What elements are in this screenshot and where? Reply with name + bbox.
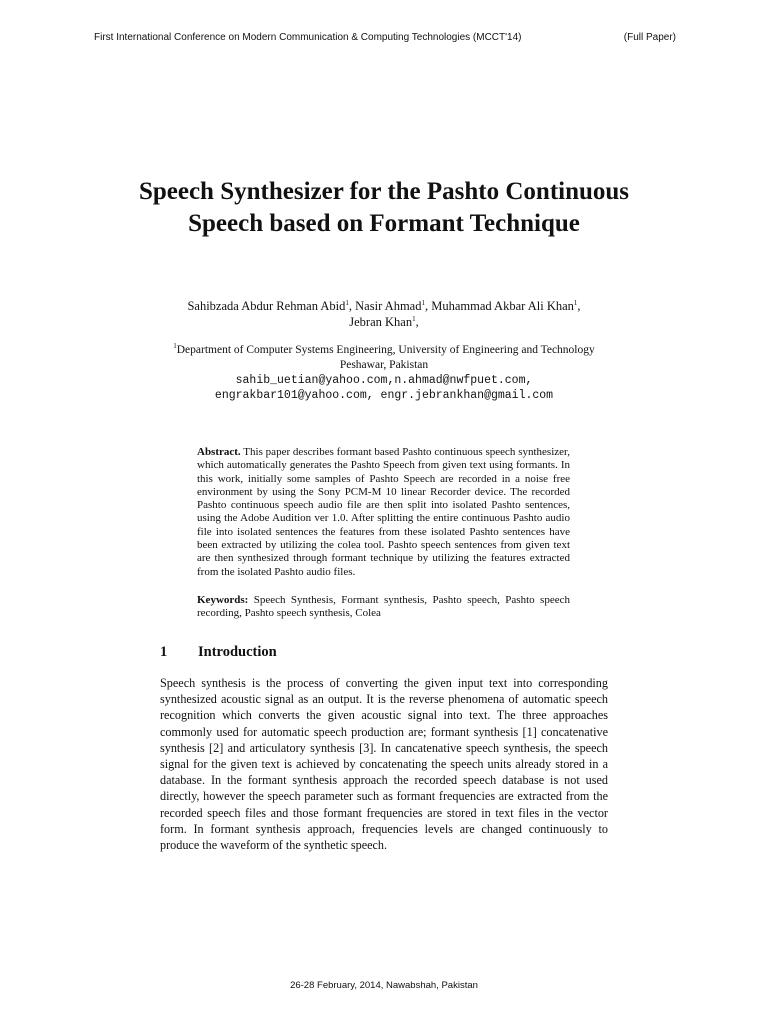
author-name: Muhammad Akbar Ali Khan (431, 299, 574, 313)
city: Peshawar, Pakistan (339, 359, 429, 371)
affiliation-marker: 1 (421, 298, 425, 307)
affiliation (150, 343, 618, 403)
conference-name: First International Conference on Modern Communication & Computing Technologies (MCCT'14) (94, 32, 522, 43)
paper-title: Speech Synthesizer for the Pashto Continuous Speech based on Formant Technique (138, 178, 630, 237)
affiliation-marker: 1 (173, 342, 177, 351)
author-name: Sahibzada Abdur Rehman Abid (187, 299, 346, 313)
email-list: engrakbar101@yahoo.com, engr.jebrankhan@gmail.com (214, 389, 554, 402)
affiliation-marker: 1 (412, 314, 416, 323)
keywords (197, 594, 570, 621)
abstract-label: Abstract. (197, 446, 241, 458)
section-number: 1 (160, 644, 168, 660)
keywords-label: Keywords: (197, 594, 249, 606)
keywords-text: Speech Synthesis, Formant synthesis, Pashto speech, Pashto speech recording, Pashto speech synthesis, Colea (197, 594, 570, 620)
email-list: sahib_uetian@yahoo.com,n.ahmad@nwfpuet.com, (235, 374, 533, 387)
affiliation-marker: 1 (345, 298, 349, 307)
author-name: Nasir Ahmad (355, 299, 422, 313)
abstract (197, 446, 570, 579)
author-name: Jebran Khan (349, 315, 413, 329)
page-footer: 26-28 February, 2014, Nawabshah, Pakistan (290, 980, 478, 991)
department: Department of Computer Systems Engineering, University of Engineering and Technology (176, 344, 595, 356)
section-body: Speech synthesis is the process of converting the given input text into corresponding synthesized acoustic signal as an output. It is the reverse phenomena of automatic speech recognition which converts the given acoustic signal into text. The three approaches commonly used for automatic speech production are; formant synthesis [1] concatenative synthesis [2] and articulatory synthesis [3]. In cancatenative speech synthesis, the speech signal for the given text is achieved by concatenating the speech units already stored in a database. In the formant synthesis approach the recorded speech database is not used directly, however the speech parameter such as formant frequencies are extracted from the recorded speech files and those formant frequencies are stored in text files in the vector form. In formant synthesis approach, frequencies levels are changed continuously to produce the waveform of the synthetic speech. (160, 676, 608, 853)
abstract-text: This paper describes formant based Pashto continuous speech synthesizer, which automatically generates the Pashto Speech from given text using formants. In this work, initially some samples of Pashto Speech are recorded in a noise free environment by using the Sony PCM-M 10 linear Recorder device. The recorded Pashto continuous speech audio file are then split into isolated Pashto sentences, using the Adobe Audition ver 1.0. After splitting the entire continuous Pashto audio file into isolated sentences the features from these isolated Pashto sentences have been extracted by utilizing the colea tool. Pashto speech sentences from given text are then synthesized through formant technique by utilizing the features extracted from the isolated Pashto audio files. (197, 446, 570, 578)
author-list: Sahibzada Abdur Rehman Abid$^1$, Nasir Ahmad$^1$, Muhammad Akbar Ali Khan$^1$, Jebran Khan$^1$, (187, 298, 581, 329)
section-title: Introduction (198, 644, 277, 660)
affiliation-marker: 1 (573, 298, 578, 307)
paper-type: (Full Paper) (623, 32, 676, 43)
running-header (94, 32, 676, 43)
section-heading (160, 644, 277, 661)
